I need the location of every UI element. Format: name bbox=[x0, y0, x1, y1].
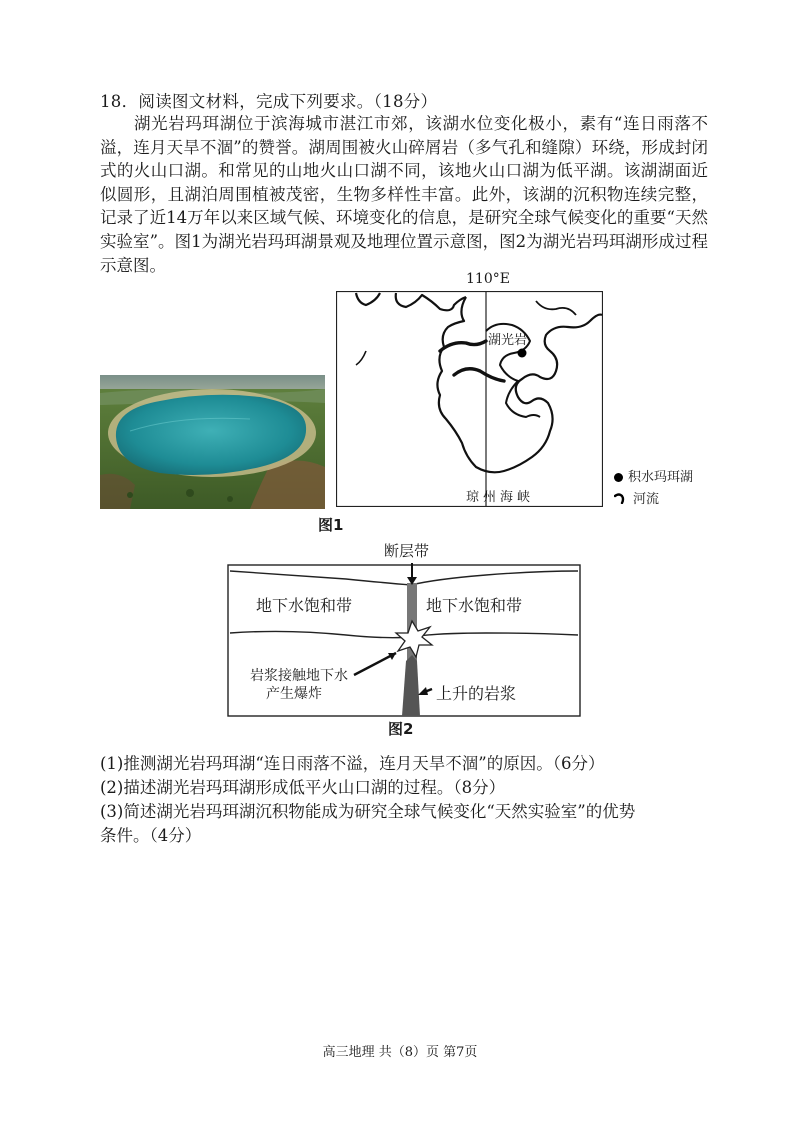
longitude-label: 110°E bbox=[466, 271, 510, 287]
right-saturated-zone-label: 地下水饱和带 bbox=[426, 596, 523, 615]
lake-dot-icon bbox=[614, 473, 623, 482]
magma-contact-label bbox=[250, 667, 348, 703]
subquestion-1: (1)推测湖光岩玛珥湖“连日雨落不溢，连月天旱不涸”的原因。（6分） bbox=[100, 754, 605, 773]
location-map bbox=[336, 291, 603, 507]
page-footer: 高三地理 共（8）页 第7页 bbox=[322, 1045, 478, 1060]
legend-river-label: 河流 bbox=[633, 492, 660, 507]
lake-aerial-photo bbox=[100, 375, 325, 509]
subquestion-2: (2)描述湖光岩玛珥湖形成低平火山口湖的过程。（8分） bbox=[100, 778, 506, 797]
magma-contact-line2: 产生爆炸 bbox=[266, 686, 322, 702]
subquestion-3-line2: 条件。（4分） bbox=[100, 826, 202, 845]
legend-lake-label: 积水玛珥湖 bbox=[628, 470, 694, 485]
left-saturated-zone-label: 地下水饱和带 bbox=[256, 596, 353, 615]
question-passage: 湖光岩玛珥湖位于滨海城市湛江市郊，该湖水位变化极小，素有“连日雨落不溢，连月天旱不涸”的赞誉。湖周围被火山碎屑岩（多气孔和缝隙）环绕，形成封闭式的火山口湖。和常见的山地火山口湖不同，该地火山口湖为低平湖。该湖湖面近似圆形，且湖泊周围植被茂密，生物多样性丰富。此外，该湖的沉积物连续完整，记录了近14万年以来区域气候、环境变化的信息，是研究全球气候变化的重要“天然实验室”。图1为湖光岩玛珥湖景观及地理位置示意图，图2为湖光岩玛珥湖形成过程示意图。 bbox=[100, 114, 708, 275]
question-title: 18．阅读图文材料，完成下列要求。（18分） bbox=[100, 92, 438, 111]
fault-zone-label: 断层带 bbox=[384, 542, 430, 560]
magma-contact-line1: 岩浆接触地下水 bbox=[250, 668, 348, 684]
river-symbol-icon bbox=[614, 492, 630, 508]
legend-lake bbox=[614, 466, 693, 485]
formation-diagram bbox=[226, 563, 582, 743]
strait-label: 琼州海峡 bbox=[466, 490, 535, 505]
legend-river bbox=[614, 488, 659, 508]
huguangyan-label: 湖光岩 bbox=[488, 333, 528, 348]
figure2-caption: 图2 bbox=[388, 720, 414, 738]
rising-magma-label: 上升的岩浆 bbox=[436, 684, 517, 703]
subquestion-3-line1: (3)简述湖光岩玛珥湖沉积物能成为研究全球气候变化“天然实验室”的优势 bbox=[100, 802, 636, 821]
figure1-caption: 图1 bbox=[318, 516, 344, 534]
